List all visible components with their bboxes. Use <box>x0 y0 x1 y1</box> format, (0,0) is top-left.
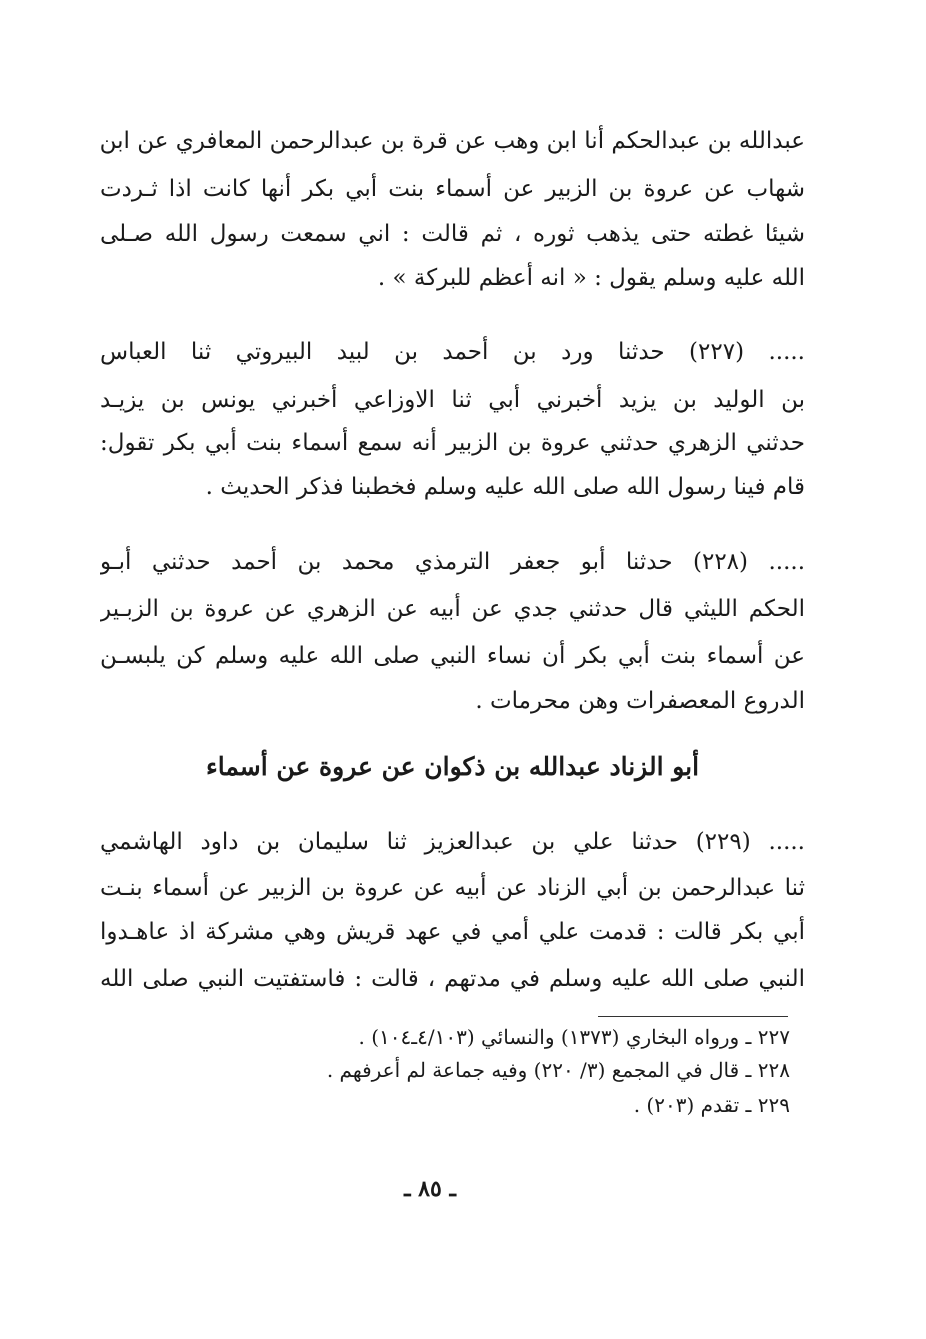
page-number: ـ ٨٥ ـ <box>404 1176 456 1202</box>
hadith-228-line: ..... (٢٢٨) حدثنا أبو جعفر الترمذي محمد بن أحمد حدثني أبـو <box>100 549 805 575</box>
footnote-228: ٢٢٨ ـ قال في المجمع (٣/ ٢٢٠) وفيه جماعة لم أعرفهم . <box>326 1058 790 1082</box>
section-heading: أبو الزناد عبدالله بن ذكوان عن عروة عن أسماء <box>205 752 700 781</box>
hadith-227-line: بن الوليد بن يزيد أخبرني أبي ثنا الاوزاعي أخبرني يونس بن يزيـد <box>100 387 805 413</box>
text-line: عبدالله بن عبدالحكم أنا ابن وهب عن قرة بن عبدالرحمن المعافري عن ابن <box>100 128 805 154</box>
hadith-227-line: ..... (٢٢٧) حدثنا ورد بن أحمد بن لبيد البيروتي ثنا العباس <box>100 339 805 365</box>
text-line: شهاب عن عروة بن الزبير عن أسماء بنت أبي بكر أنها كانت اذا ثـردت <box>100 176 805 202</box>
footnote-227: ٢٢٧ ـ ورواه البخاري (١٣٧٣) والنسائي (٤/١٠٣ـ١٠٤) . <box>358 1025 790 1049</box>
text-line: الله عليه وسلم يقول : « انه أعظم للبركة » . <box>377 265 805 291</box>
footnote-229: ٢٢٩ ـ تقدم (٢٠٣) . <box>633 1093 790 1117</box>
hadith-229-line: ثنا عبدالرحمن بن أبي الزناد عن أبيه عن عروة بن الزبير عن أسماء بنـت <box>100 875 805 901</box>
hadith-227-line: قام فينا رسول الله صلى الله عليه وسلم فخطبنا فذكر الحديث . <box>205 474 805 500</box>
hadith-228-line: الدروع المعصفرات وهن محرمات . <box>475 688 805 714</box>
hadith-229-line: النبي صلى الله عليه وسلم في مدتهم ، قالت : فاستفتيت النبي صلى الله <box>100 966 805 992</box>
hadith-229-line: ..... (٢٢٩) حدثنا علي بن عبدالعزيز ثنا سليمان بن داود الهاشمي <box>100 829 805 855</box>
footnote-separator <box>598 1016 788 1017</box>
hadith-227-line: حدثني الزهري حدثني عروة بن الزبير أنه سمع أسماء بنت أبي بكر تقول: <box>100 430 805 456</box>
hadith-228-line: الحكم الليثي قال حدثني جدي عن أبيه عن الزهري عن عروة بن الزبـير <box>100 596 805 622</box>
hadith-228-line: عن أسماء بنت أبي بكر أن نساء النبي صلى الله عليه وسلم كن يلبسـن <box>100 643 805 669</box>
text-line: شيئا غطته حتى يذهب ثوره ، ثم قالت : اني سمعت رسول الله صـلى <box>100 221 805 247</box>
hadith-229-line: أبي بكر قالت : قدمت علي أمي في عهد قريش وهي مشركة اذ عاهـدوا <box>100 919 805 945</box>
